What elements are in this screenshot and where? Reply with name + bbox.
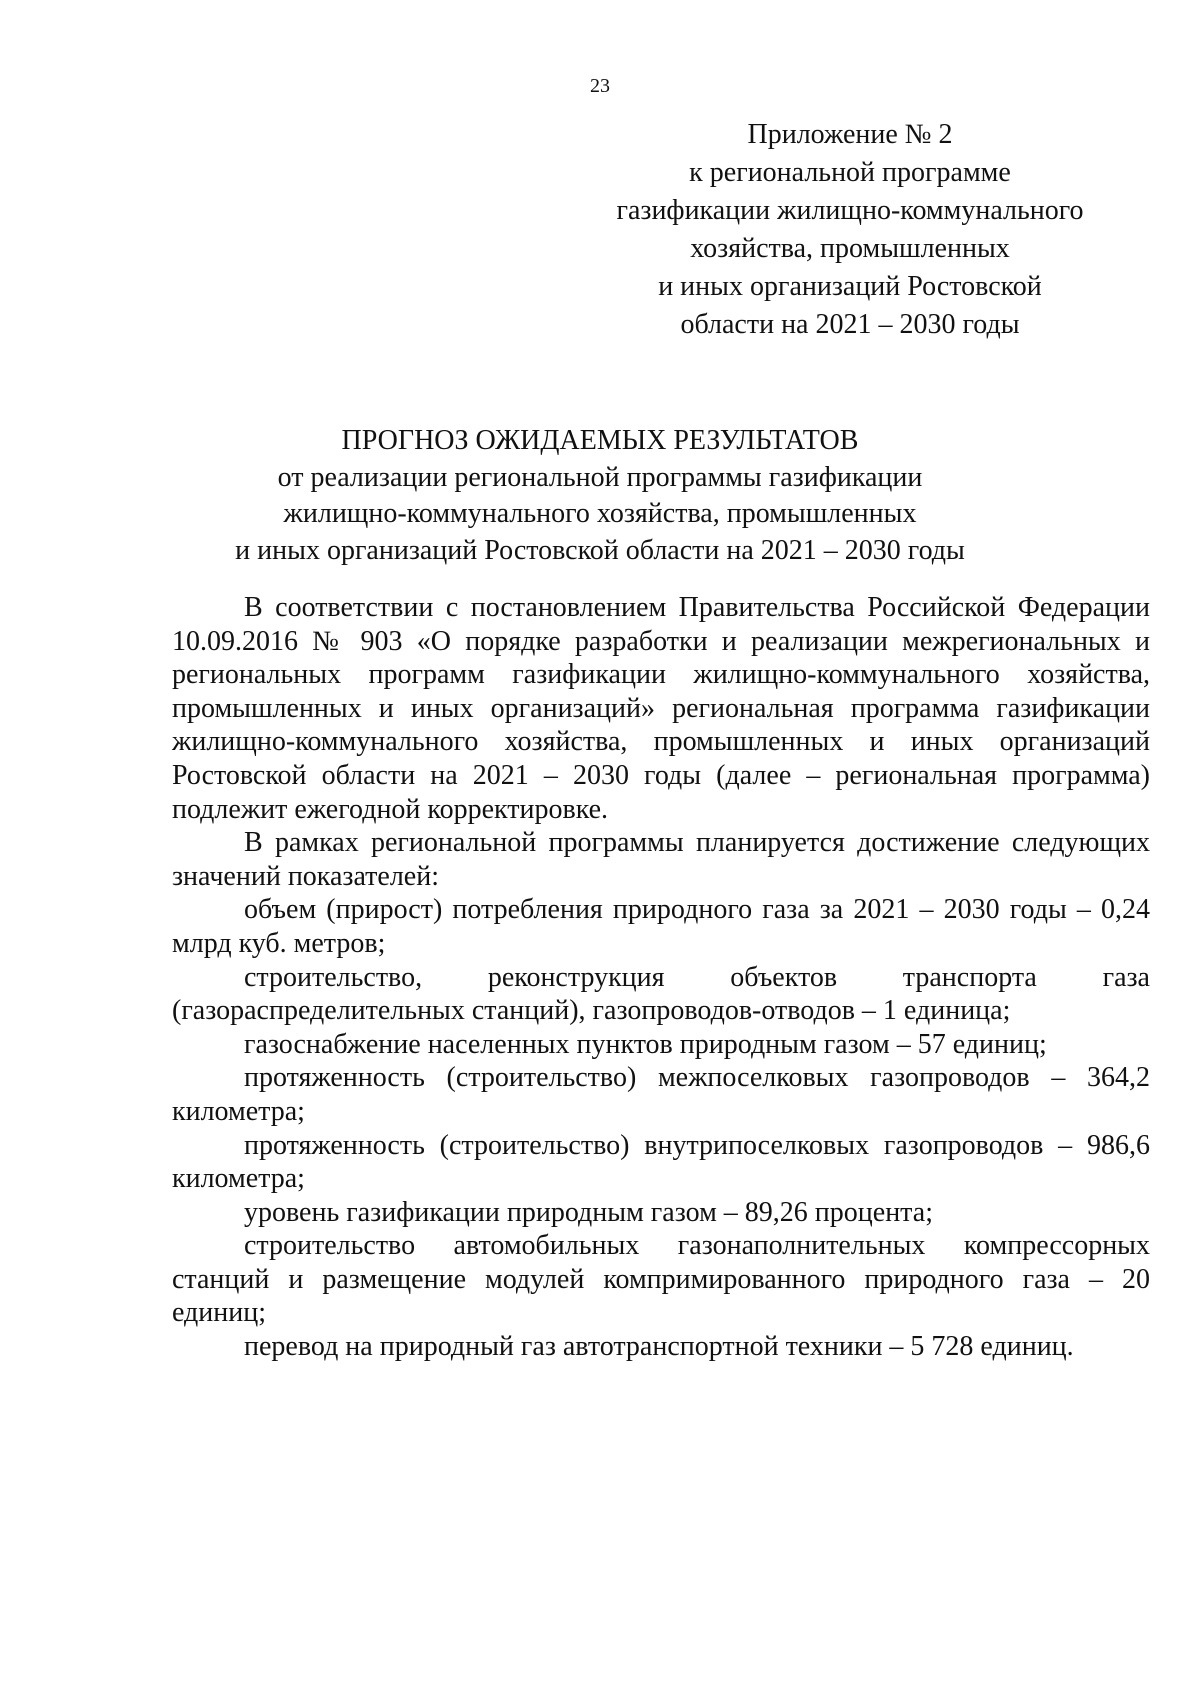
indicator-item: объем (прирост) потребления природного газа за 2021 – 2030 годы – 0,24 млрд куб. метров; (172, 894, 1150, 959)
paragraph-indicators-intro: В рамках региональной программы планируется достижение следующих значений показателей: (172, 827, 1150, 892)
appendix-line: хозяйства, промышленных (690, 233, 1010, 264)
appendix-line: газификации жилищно-коммунального (616, 195, 1084, 226)
indicator-item: строительство, реконструкция объектов транспорта газа (газораспределительных станций), газопроводов-отводов – 1 единица; (172, 961, 1150, 1027)
title-line: от реализации региональной программы газификации (277, 461, 923, 493)
document-title (160, 423, 1040, 569)
indicator-item: протяженность (строительство) межпоселковых газопроводов – 364,2 километра; (172, 1062, 1150, 1127)
appendix-line: области на 2021 – 2030 годы (680, 309, 1020, 340)
indicator-item: уровень газификации природным газом – 89,26 процента; (244, 1196, 933, 1228)
appendix-line: и иных организаций Ростовской (658, 271, 1042, 302)
appendix-line: Приложение № 2 (747, 119, 953, 150)
indicator-item: протяженность (строительство) внутрипоселковых газопроводов – 986,6 километра; (172, 1129, 1150, 1195)
title-line: ПРОГНОЗ ОЖИДАЕМЫХ РЕЗУЛЬТАТОВ (341, 425, 859, 456)
appendix-line: к региональной программе (689, 157, 1011, 188)
indicator-item: строительство автомобильных газонаполнительных компрессорных станций и размещение модулей компримированного природного газа – 20 единиц; (172, 1230, 1150, 1329)
title-line: жилищно-коммунального хозяйства, промышленных (283, 498, 917, 529)
appendix-header (600, 116, 1100, 344)
indicator-item: газоснабжение населенных пунктов природным газом – 57 единиц; (244, 1028, 1047, 1060)
paragraph-intro: В соответствии с постановлением Правительства Российской Федерации 10.09.2016 № 903 «О порядке разработки и реализации межрегиональных и региональных программ газификации жилищно-коммунального хозяйства, промышленных и иных организаций» региональная программа газификации жилищно-коммунального хозяйства, промышленных и иных организаций Ростовской области на 2021 – 2030 годы (далее – региональная программа) подлежит ежегодной корректировке. (172, 592, 1150, 825)
page-number: 23 (590, 75, 610, 97)
title-line: и иных организаций Ростовской области на 2021 – 2030 годы (235, 534, 965, 566)
indicator-item: перевод на природный газ автотранспортной техники – 5 728 единиц. (244, 1331, 1074, 1363)
document-body (172, 591, 1150, 1364)
